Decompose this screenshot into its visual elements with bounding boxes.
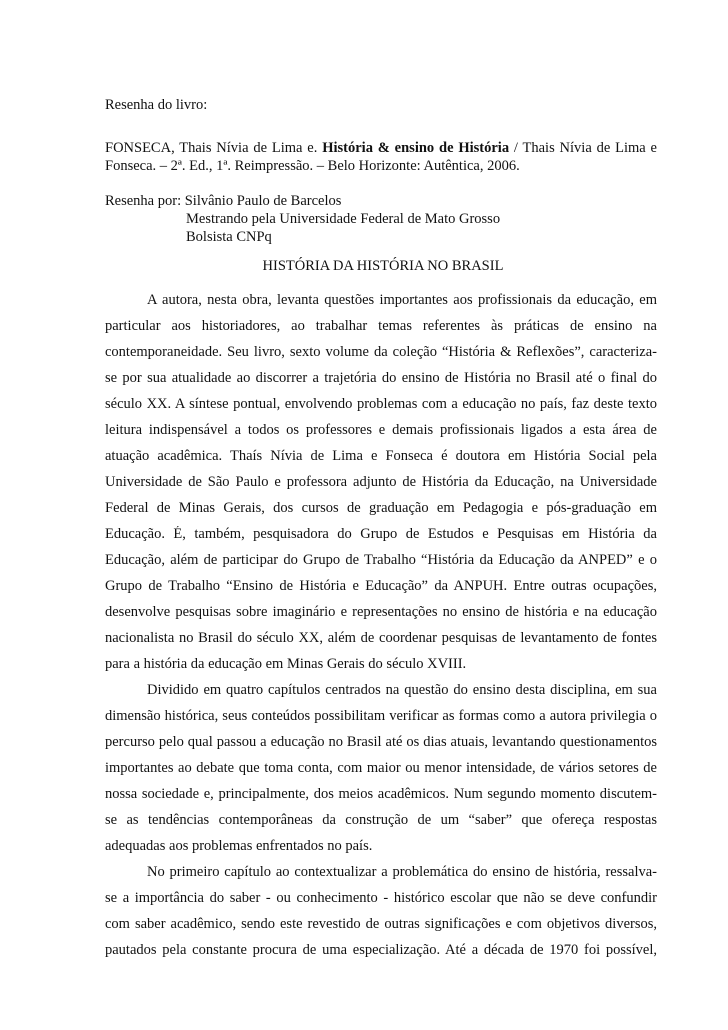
reviewer-funding: Bolsista CNPq xyxy=(186,229,272,245)
reviewer-affiliation: Mestrando pela Universidade Federal de Mato Grosso xyxy=(186,211,501,227)
body-line: adequadas aos problemas enfrentados no país. xyxy=(105,838,373,854)
book-reference-line-2: Fonseca. – 2ª. Ed., 1ª. Reimpressão. – Belo Horizonte: Autêntica, 2006. xyxy=(105,158,520,174)
body-line: se as tendências contemporâneas da construção de um “saber” que ofereça respostas xyxy=(105,812,657,828)
body-line: para a história da educação em Minas Gerais do século XVIII. xyxy=(105,656,467,672)
body-line: particular aos historiadores, ao trabalhar temas referentes às práticas de ensino na xyxy=(105,318,657,334)
body-line: nacionalista no Brasil do século XX, além de coordenar pesquisas de levantamento de fontes xyxy=(105,630,657,646)
reference-title: História & ensino de História xyxy=(322,140,510,156)
body-line: Federal de Minas Gerais, dos cursos de graduação em Pedagogia e pós-graduação em xyxy=(105,500,657,516)
body-line: dimensão histórica, seus conteúdos possibilitam verificar as formas como a autora privilegia o xyxy=(105,708,657,724)
reference-author: FONSECA, Thais Nívia de Lima e. xyxy=(105,140,323,156)
review-label: Resenha do livro: xyxy=(105,97,208,113)
body-line: percurso pelo qual passou a educação no Brasil até os dias atuais, levantando questionamentos xyxy=(105,734,657,750)
body-line: se a importância do saber - ou conhecimento - histórico escolar que não se deve confundir xyxy=(105,890,657,906)
body-line: contemporaneidade. Seu livro, sexto volume da coleção “História & Reflexões”, caracteriza- xyxy=(105,344,657,360)
body-line: pautados pela constante procura de uma especialização. Até a década de 1970 foi possível, xyxy=(105,942,657,958)
body-line: desenvolve pesquisas sobre imaginário e representações no ensino de história e na educação xyxy=(105,604,657,620)
body-line: No primeiro capítulo ao contextualizar a problemática do ensino de história, ressalva- xyxy=(147,864,657,880)
body-line: com saber acadêmico, sendo este revestido de outras significações e com objetivos diversos, xyxy=(105,916,657,932)
body-line: Educação, além de participar do Grupo de Trabalho “História da Educação da ANPED” e o xyxy=(105,552,657,568)
body-line: século XX. A síntese pontual, envolvendo problemas com a educação no país, faz deste texto xyxy=(105,396,657,412)
book-reference-line-1 xyxy=(105,140,657,157)
body-line: Educação. É, também, pesquisadora do Grupo de Estudos e Pesquisas em História da xyxy=(105,526,657,542)
body-line: se por sua atualidade ao discorrer a trajetória do ensino de História no Brasil até o final do xyxy=(105,370,657,386)
reference-author-repeat: / Thais Nívia de Lima e xyxy=(509,140,657,156)
body-line: Grupo de Trabalho “Ensino de História e Educação” da ANPUH. Entre outras ocupações, xyxy=(105,578,657,594)
section-title: HISTÓRIA DA HISTÓRIA NO BRASIL xyxy=(262,258,504,274)
body-line: A autora, nesta obra, levanta questões importantes aos profissionais da educação, em xyxy=(147,292,657,308)
body-line: leitura indispensável a todos os professores e demais profissionais ligados a esta área de xyxy=(105,422,657,438)
body-line: Universidade de São Paulo e professora adjunto de História da Educação, na Universidade xyxy=(105,474,657,490)
body-line: nossa sociedade e, principalmente, dos meios acadêmicos. Num segundo momento discutem- xyxy=(105,786,657,802)
reviewer-name: Resenha por: Silvânio Paulo de Barcelos xyxy=(105,193,342,209)
body-line: atuação acadêmica. Thaís Nívia de Lima e Fonseca é doutora em História Social pela xyxy=(105,448,657,464)
body-line: importantes ao debate que toma conta, com maior ou menor intensidade, de vários setores de xyxy=(105,760,657,776)
body-line: Dividido em quatro capítulos centrados na questão do ensino desta disciplina, em sua xyxy=(147,682,657,698)
